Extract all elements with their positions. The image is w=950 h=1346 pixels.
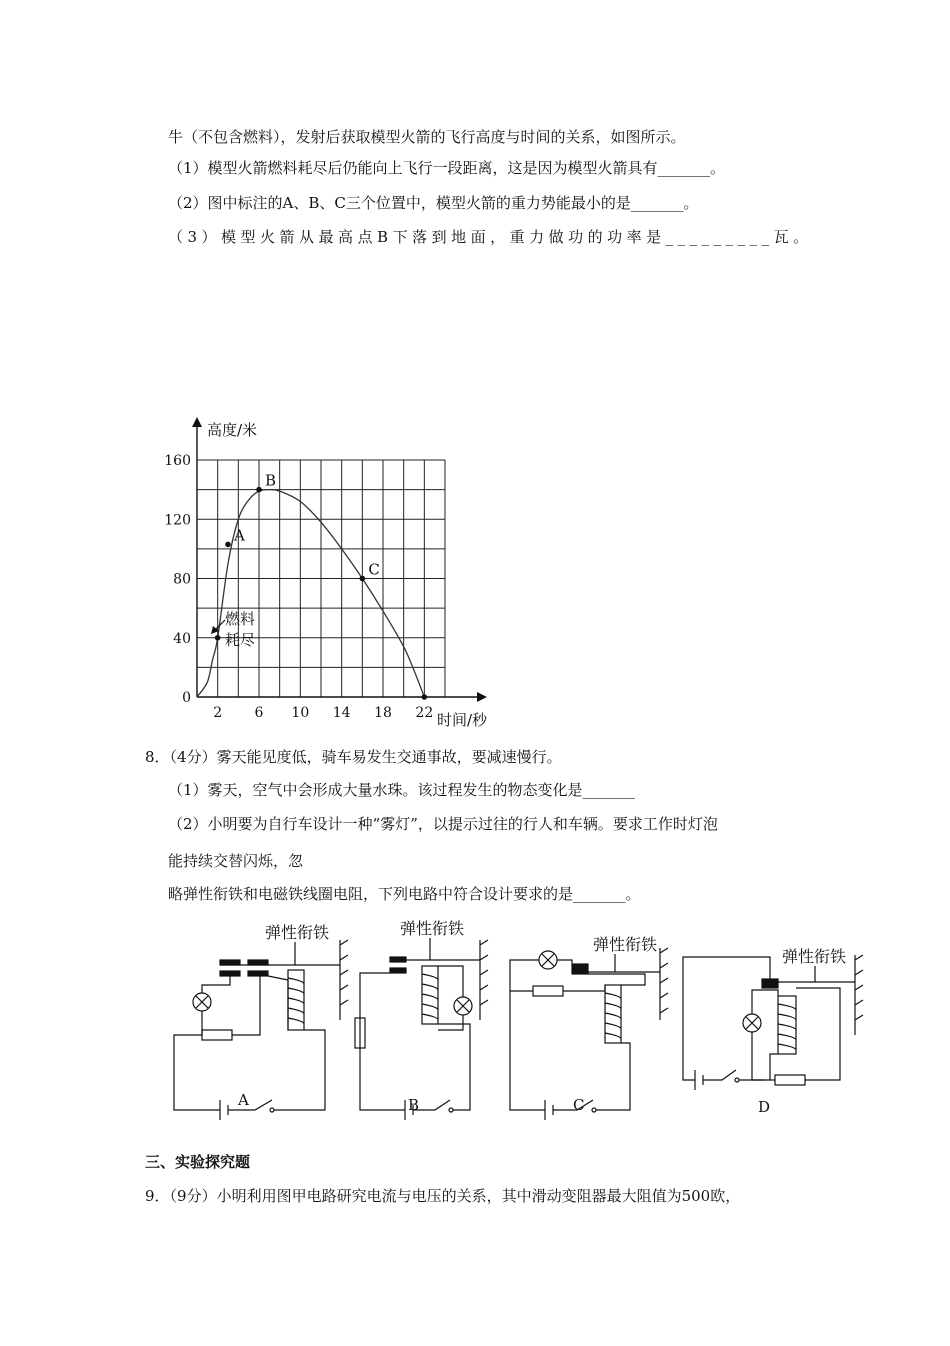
x-tick-label: 2 [213,705,223,721]
x-axis-label: 时间/秒 [437,711,488,729]
y-tick-label: 80 [173,571,191,588]
q7-part2: （2）图中标注的A、B、C三个位置中，模型火箭的重力势能最小的是_______。 [168,194,699,212]
circuit-b [355,919,488,1120]
y-axis-label: 高度/米 [207,421,258,439]
annotation-line1: 燃料 [225,610,256,628]
height-curve [197,490,424,697]
circuit-a [174,923,348,1120]
q8-part2: （2）小明要为自行车设计一种“雾灯”，以提示过往的行人和车辆。要求工作时灯泡 [168,815,718,833]
data-point [256,487,262,493]
y-tick-label: 120 [164,512,191,529]
option-label-c: C [573,1096,585,1114]
x-tick-label: 18 [374,705,392,721]
data-point [215,635,221,641]
point-label-c: C [368,560,380,579]
armature-label-a: 弹性衔铁 [265,923,330,942]
q9-stem: 9．（9分）小明利用图甲电路研究电流与电压的关系，其中滑动变阻器最大阻值为500欧， [145,1187,741,1205]
q7-intro: 牛（不包含燃料），发射后获取模型火箭的飞行高度与时间的关系，如图所示。 [168,128,686,146]
armature-label-d: 弹性衔铁 [782,947,847,966]
x-axis-arrow [477,692,487,702]
q7-part3: （3）模型火箭从最高点B下落到地面，重力做功的功率是_________瓦。 [168,228,813,246]
q7-part1: （1）模型火箭燃料耗尽后仍能向上飞行一段距离，这是因为模型火箭具有_______。 [168,159,726,177]
data-point [225,542,231,548]
option-label-d: D [758,1098,771,1116]
y-tick-label: 160 [164,453,191,469]
section-title: 三、实验探究题 [145,1153,251,1171]
point-label-b: B [265,471,277,490]
circuit-c [510,935,668,1120]
point-label-a: A [234,526,245,545]
q8-part1: （1）雾天，空气中会形成大量水珠。该过程发生的物态变化是_______ [168,781,636,799]
armature-label-c: 弹性衔铁 [593,935,658,954]
x-tick-label: 14 [332,705,351,721]
circuit-options [160,910,870,1125]
x-tick-label: 22 [415,705,434,721]
option-label-b: B [408,1096,420,1114]
y-axis-arrow [192,417,202,427]
data-point [422,694,428,700]
x-tick-label: 6 [254,705,264,721]
height-time-chart [164,405,495,735]
y-tick-label: 40 [173,630,191,647]
annotation-line2: 耗尽 [225,631,256,649]
data-point [360,576,366,582]
y-tick-label: 0 [182,690,191,706]
q8-part2-cont: 能持续交替闪烁，忽 [168,852,304,870]
armature-label-b: 弹性衔铁 [400,919,465,938]
q8-part3: 略弹性衔铁和电磁铁线圈电阻，下列电路中符合设计要求的是_______。 [168,885,641,903]
x-tick-label: 10 [291,705,310,721]
option-label-a: A [238,1091,249,1109]
q8-stem: 8．（4分）雾天能见度低，骑车易发生交通事故，要减速慢行。 [145,748,562,766]
circuit-d [683,947,863,1116]
